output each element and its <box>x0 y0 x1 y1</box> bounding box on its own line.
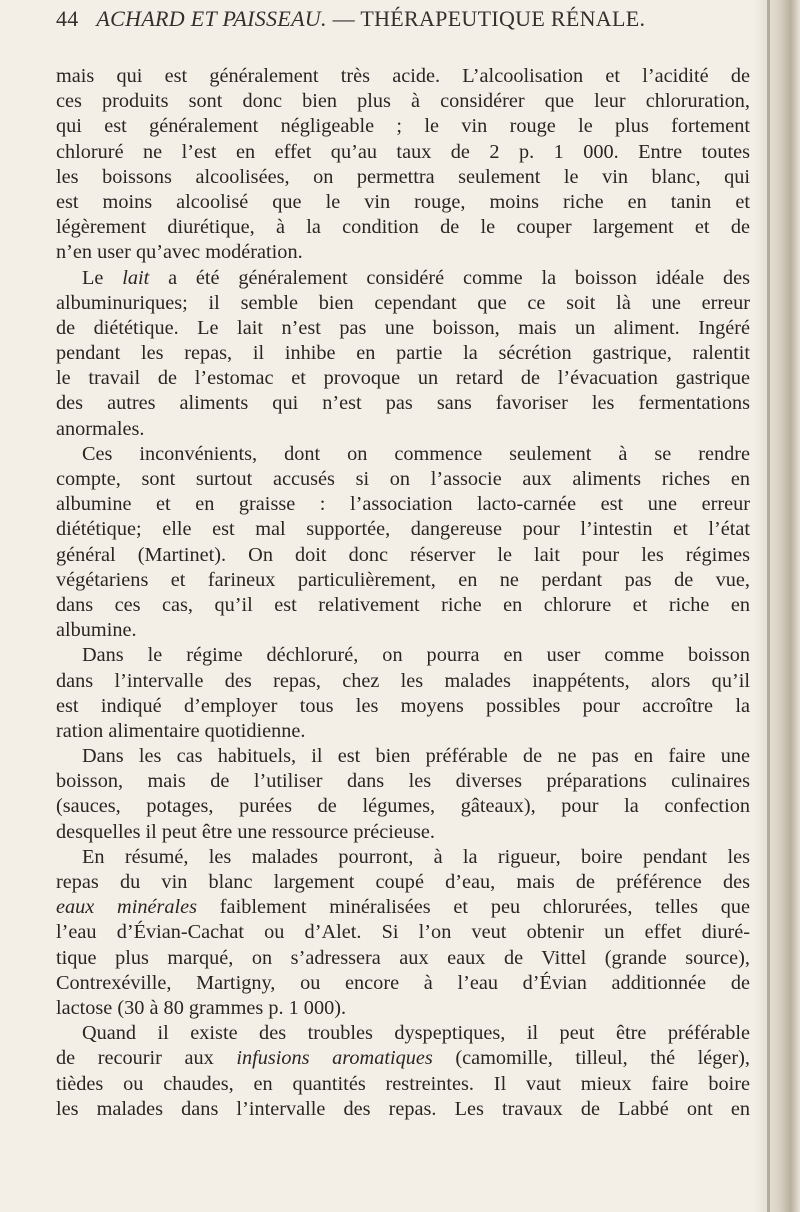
text-segment: (sauces, potages, purées de légumes, gâteaux), pour la confection <box>56 795 750 818</box>
text-line <box>56 1072 750 1097</box>
text-line <box>56 442 750 467</box>
text-line <box>56 643 750 668</box>
text-line <box>56 694 750 719</box>
text-segment: Dans les cas habituels, il est bien préférable de ne pas en faire une <box>82 745 750 768</box>
text-line <box>56 618 750 643</box>
running-header <box>56 6 746 32</box>
text-segment: est moins alcoolisé que le vin rouge, moins riche en tanin et <box>56 190 750 213</box>
text-segment: Le <box>82 266 123 289</box>
text-segment: ration alimentaire quotidienne. <box>56 719 306 742</box>
text-segment: est indiqué d’employer tous les moyens possibles pour accroître la <box>56 694 750 717</box>
text-line <box>56 215 750 240</box>
text-segment: chloruré ne l’est en effet qu’au taux de 2 p. 1 000. Entre toutes <box>56 140 750 163</box>
text-segment: l’eau d’Évian-Cachat ou d’Alet. Si l’on veut obtenir un effet diuré- <box>56 921 750 944</box>
text-line <box>56 870 750 895</box>
text-line <box>56 165 750 190</box>
text-line <box>56 744 750 769</box>
text-line <box>56 794 750 819</box>
text-segment: n’en user qu’avec modération. <box>56 241 303 264</box>
text-segment: albumine et en graisse : l’association lacto-carnée est une erreur <box>56 493 750 516</box>
text-segment: Dans le régime déchloruré, on pourra en user comme boisson <box>82 644 750 667</box>
text-segment: anormales. <box>56 417 145 440</box>
text-line <box>56 568 750 593</box>
text-line <box>56 895 750 920</box>
text-line <box>56 971 750 996</box>
text-line <box>56 1097 750 1122</box>
text-line <box>56 467 750 492</box>
text-line <box>56 316 750 341</box>
text-segment: dans ces cas, qu’il est relativement riche en chlorure et riche en <box>56 593 750 616</box>
text-line <box>56 140 750 165</box>
page-gutter-edge <box>767 0 770 1212</box>
text-segment: le travail de l’estomac et provoque un retard de l’évacuation gastrique <box>56 367 750 390</box>
text-line <box>56 820 750 845</box>
text-segment: desquelles il peut être une ressource précieuse. <box>56 820 435 843</box>
text-line <box>56 391 750 416</box>
text-segment: tique plus marqué, on s’adressera aux eaux de Vittel (grande source), <box>56 946 750 969</box>
italic-term: lait <box>122 266 150 289</box>
page-number: 44 <box>56 6 79 31</box>
text-line <box>56 341 750 366</box>
text-segment: lactose (30 à 80 grammes p. 1 000). <box>56 996 347 1019</box>
text-line <box>56 996 750 1021</box>
text-segment: faiblement minéralisées et peu chlorurées, telles que <box>197 896 750 919</box>
text-segment: compte, sont surtout accusés si on l’associe aux aliments riches en <box>56 468 750 490</box>
text-line <box>56 114 750 139</box>
header-authors: ACHARD ET PAISSEAU. <box>96 6 327 31</box>
text-segment: boisson, mais de l’utiliser dans les diverses préparations culinaires <box>56 770 750 793</box>
text-segment: (camomille, tilleul, thé léger), <box>432 1047 750 1070</box>
italic-term: infusions aromatiques <box>236 1047 433 1070</box>
text-segment: Ces inconvénients, dont on commence seulement à se rendre <box>82 442 750 465</box>
text-line <box>56 240 750 265</box>
text-segment: repas du vin blanc largement coupé d’eau, mais de préférence des <box>56 871 750 893</box>
text-segment: albuminuriques; il semble bien cependant que ce soit là une erreur <box>56 291 750 314</box>
text-line <box>56 593 750 618</box>
text-line <box>56 769 750 794</box>
text-segment: dans l’intervalle des repas, chez les malades inappétents, alors qu’il <box>56 669 750 692</box>
text-segment: Quand il existe des troubles dyspeptiques, il peut être préférable <box>82 1022 750 1045</box>
text-line <box>56 1021 750 1046</box>
italic-term: eaux minérales <box>56 896 198 919</box>
text-segment: a été généralement considéré comme la boisson idéale des <box>149 266 750 289</box>
text-segment: des autres aliments qui n’est pas sans favoriser les fermentations <box>56 392 750 415</box>
text-segment: ces produits sont donc bien plus à considérer que leur chloruration, <box>56 90 750 113</box>
text-segment: qui est généralement négligeable ; le vin rouge le plus fortement <box>56 115 750 138</box>
text-segment: les malades dans l’intervalle des repas. Les travaux de Labbé ont en <box>56 1097 750 1120</box>
text-segment: général (Martinet). On doit donc réserver le lait pour les régimes <box>56 543 750 566</box>
text-segment: tièdes ou chaudes, en quantités restreintes. Il vaut mieux faire boire <box>56 1072 750 1095</box>
text-segment: albumine. <box>56 619 137 642</box>
text-segment: de recourir aux <box>56 1047 237 1070</box>
text-segment: légèrement diurétique, à la condition de le couper largement et de <box>56 216 750 239</box>
text-line <box>56 1046 750 1071</box>
text-line <box>56 920 750 945</box>
text-line <box>56 366 750 391</box>
text-line <box>56 719 750 744</box>
text-line <box>56 946 750 971</box>
text-segment: mais qui est généralement très acide. L’alcoolisation et l’acidité de <box>56 65 750 87</box>
text-line <box>56 492 750 517</box>
text-line <box>56 291 750 316</box>
text-segment: Contrexéville, Martigny, ou encore à l’eau d’Évian additionnée de <box>56 971 750 994</box>
text-line <box>56 190 750 215</box>
text-line <box>56 669 750 694</box>
text-segment: En résumé, les malades pourront, à la rigueur, boire pendant les <box>82 845 750 868</box>
text-line <box>56 266 750 291</box>
text-segment: diététique; elle est mal supportée, dangereuse pour l’intestin et l’état <box>56 518 750 541</box>
header-separator: — <box>332 6 355 31</box>
text-segment: pendant les repas, il inhibe en partie la sécrétion gastrique, ralentit <box>56 342 750 365</box>
text-line <box>56 543 750 568</box>
text-segment: végétariens et farineux particulièrement, en ne perdant pas de vue, <box>56 568 750 591</box>
text-line <box>56 89 750 114</box>
text-segment: de diététique. Le lait n’est pas une boisson, mais un aliment. Ingéré <box>56 316 750 339</box>
header-section-title: THÉRAPEUTIQUE RÉNALE. <box>360 6 646 31</box>
page-gutter-shadow <box>754 0 800 1212</box>
text-line <box>56 845 750 870</box>
body-text <box>56 64 750 1122</box>
text-segment: les boissons alcoolisées, on permettra seulement le vin blanc, qui <box>56 165 750 188</box>
text-line <box>56 417 750 442</box>
text-line <box>56 64 750 89</box>
text-line <box>56 517 750 542</box>
